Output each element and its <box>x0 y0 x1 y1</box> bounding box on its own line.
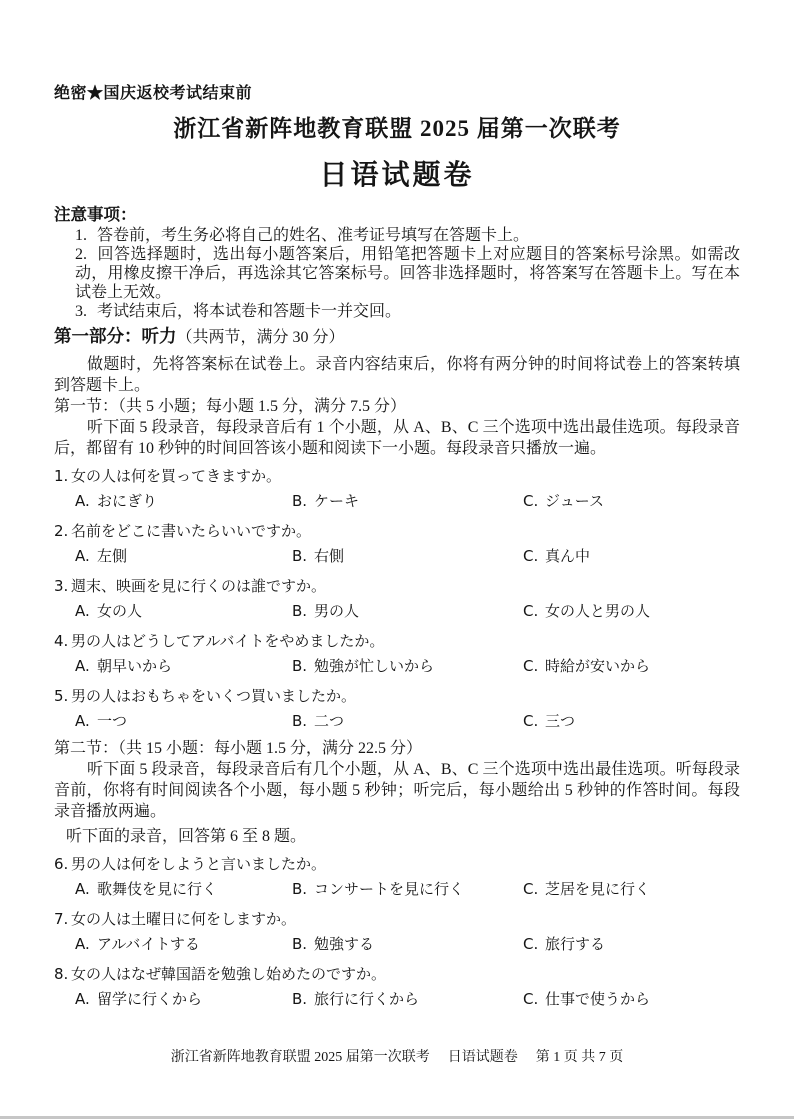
option-a <box>75 877 292 902</box>
security-classification: 绝密★国庆返校考试结束前 <box>54 85 253 102</box>
exam-title: 浙江省新阵地教育联盟 2025 届第一次联考 <box>173 116 621 141</box>
footer-page-info: 第 1 页 共 7 页 <box>535 1050 624 1065</box>
question-5 <box>54 684 740 734</box>
option-a <box>75 544 292 569</box>
footer-exam-name: 浙江省新阵地教育联盟 2025 届第一次联考 <box>170 1050 430 1065</box>
option-text: 左側 <box>97 547 128 565</box>
option-text: 勉強が忙しいから <box>314 657 435 675</box>
question-8 <box>54 962 740 1012</box>
question-number: 5. <box>54 687 69 705</box>
option-b <box>292 987 523 1012</box>
option-label: A. <box>75 712 90 730</box>
section1-intro: 听下面 5 段录音，每段录音后有 1 个小题，从 A、B、C 三个选项中选出最佳选项。每段录音后，都留有 10 秒钟的时间回答该小题和阅读下一小题。每段录音只播放一遍。 <box>54 419 740 457</box>
option-text: 芝居を見に行く <box>545 880 651 898</box>
question-number: 8. <box>54 965 69 983</box>
note-item-text: 回答选择题时，选出每小题答案后，用铅笔把答题卡上对应题目的答案标号涂黑。如需改动，用橡皮擦干净后，再选涂其它答案标号。回答非选择题时，将答案写在答题卡上。写在本试卷上无效。 <box>75 246 740 301</box>
footer-paper-name: 日语试题卷 <box>447 1050 518 1065</box>
option-label: C. <box>523 935 539 953</box>
question-6 <box>54 852 740 902</box>
options-row <box>75 877 740 902</box>
question-3 <box>54 574 740 624</box>
question-number: 1. <box>54 467 69 485</box>
option-a <box>75 987 292 1012</box>
notes-heading: 注意事项： <box>54 205 137 224</box>
option-label: A. <box>75 935 90 953</box>
option-text: 時給が安いから <box>545 657 651 675</box>
option-text: 男の人 <box>314 602 360 620</box>
question-number: 2. <box>54 522 69 540</box>
question-text: 男の人はどうしてアルバイトをやめましたか。 <box>71 632 385 650</box>
option-text: 二つ <box>314 712 345 730</box>
question-line <box>54 852 740 877</box>
option-label: B. <box>292 492 308 510</box>
option-c <box>523 654 740 679</box>
option-label: B. <box>292 990 308 1008</box>
options-row <box>75 544 740 569</box>
option-text: アルバイトする <box>97 935 200 953</box>
option-text: 右側 <box>314 547 345 565</box>
question-line <box>54 464 740 489</box>
part1-heading <box>54 325 740 350</box>
option-text: 留学に行くから <box>97 990 203 1008</box>
option-label: B. <box>292 712 308 730</box>
part1-intro: 做题时，先将答案标在试卷上。录音内容结束后，你将有两分钟的时间将试卷上的答案转填到答题卡上。 <box>54 356 740 394</box>
part1-heading-title: 第一部分：听力 <box>54 327 177 347</box>
options-row <box>75 599 740 624</box>
question-text: 男の人は何をしようと言いましたか。 <box>71 855 327 873</box>
question-4 <box>54 629 740 679</box>
question-number: 4. <box>54 632 69 650</box>
option-text: 女の人 <box>97 602 143 620</box>
option-label: B. <box>292 935 308 953</box>
question-7 <box>54 907 740 957</box>
option-a <box>75 932 292 957</box>
option-label: A. <box>75 657 90 675</box>
question-text: 男の人はおもちゃをいくつ買いましたか。 <box>71 687 357 705</box>
option-c <box>523 544 740 569</box>
option-label: C. <box>523 547 539 565</box>
option-text: ジュース <box>545 492 604 510</box>
option-text: コンサートを見に行く <box>314 880 465 898</box>
part1-heading-suffix: （共两节，满分 30 分） <box>176 329 345 346</box>
section2-heading: 第二节：（共 15 小题：每小题 1.5 分，满分 22.5 分） <box>54 740 423 757</box>
option-label: A. <box>75 492 90 510</box>
question-text: 週末、映画を見に行くのは誰ですか。 <box>71 577 327 595</box>
option-label: C. <box>523 492 539 510</box>
question-text: 名前をどこに書いたらいいですか。 <box>71 522 312 540</box>
option-b <box>292 709 523 734</box>
option-label: C. <box>523 602 539 620</box>
question-line <box>54 962 740 987</box>
notes-list <box>54 226 740 321</box>
options-row <box>75 489 740 514</box>
option-label: B. <box>292 657 308 675</box>
option-text: 女の人と男の人 <box>545 602 651 620</box>
options-row <box>75 932 740 957</box>
question-line <box>54 574 740 599</box>
question-1 <box>54 464 740 514</box>
section2-listen-note: 听下面的录音，回答第 6 至 8 题。 <box>66 828 307 845</box>
option-c <box>523 877 740 902</box>
option-text: 朝早いから <box>97 657 173 675</box>
option-text: 真ん中 <box>545 547 591 565</box>
question-line <box>54 684 740 709</box>
option-c <box>523 987 740 1012</box>
option-c <box>523 599 740 624</box>
note-item-text: 答卷前，考生务必将自己的姓名、准考证号填写在答题卡上。 <box>97 227 530 244</box>
option-text: 勉強する <box>314 935 375 953</box>
option-label: C. <box>523 657 539 675</box>
option-label: C. <box>523 990 539 1008</box>
option-a <box>75 654 292 679</box>
question-number: 6. <box>54 855 69 873</box>
options-row <box>75 987 740 1012</box>
option-b <box>292 544 523 569</box>
section2-intro: 听下面 5 段录音，每段录音后有几个小题，从 A、B、C 三个选项中选出最佳选项。听每段录音前，你将有时间阅读各个小题，每小题 5 秒钟；听完后，每小题给出 5 秒钟的作答时间。每段录音播放两遍。 <box>54 761 740 820</box>
note-item-2 <box>75 245 740 302</box>
option-text: ケーキ <box>314 492 360 510</box>
option-b <box>292 489 523 514</box>
option-b <box>292 932 523 957</box>
option-label: A. <box>75 880 90 898</box>
paper-subtitle: 日语试题卷 <box>319 160 475 191</box>
option-label: C. <box>523 712 539 730</box>
options-row <box>75 709 740 734</box>
option-text: 歌舞伎を見に行く <box>97 880 218 898</box>
question-2 <box>54 519 740 569</box>
option-b <box>292 599 523 624</box>
option-a <box>75 709 292 734</box>
option-label: C. <box>523 880 539 898</box>
option-c <box>523 709 740 734</box>
note-item-number: 1. <box>75 227 87 244</box>
question-number: 7. <box>54 910 69 928</box>
question-line <box>54 907 740 932</box>
option-c <box>523 489 740 514</box>
option-label: B. <box>292 547 308 565</box>
page-footer <box>0 1049 794 1067</box>
option-text: おにぎり <box>97 492 158 510</box>
note-item-number: 3. <box>75 303 87 320</box>
option-label: A. <box>75 990 90 1008</box>
option-label: B. <box>292 602 308 620</box>
question-line <box>54 629 740 654</box>
option-text: 一つ <box>97 712 128 730</box>
option-a <box>75 599 292 624</box>
note-item-3 <box>75 302 740 321</box>
option-text: 仕事で使うから <box>545 990 651 1008</box>
question-text: 女の人は何を買ってきますか。 <box>71 467 282 485</box>
question-text: 女の人はなぜ韓国語を勉強し始めたのですか。 <box>71 965 387 983</box>
option-c <box>523 932 740 957</box>
note-item-1 <box>75 226 740 245</box>
section1-heading: 第一节：（共 5 小题；每小题 1.5 分，满分 7.5 分） <box>54 398 407 415</box>
option-b <box>292 654 523 679</box>
option-text: 三つ <box>545 712 576 730</box>
question-text: 女の人は土曜日に何をしますか。 <box>71 910 297 928</box>
note-item-text: 考试结束后，将本试卷和答题卡一并交回。 <box>97 303 402 320</box>
question-number: 3. <box>54 577 69 595</box>
option-label: A. <box>75 602 90 620</box>
option-b <box>292 877 523 902</box>
options-row <box>75 654 740 679</box>
option-label: A. <box>75 547 90 565</box>
option-label: B. <box>292 880 308 898</box>
note-item-number: 2. <box>75 246 87 263</box>
option-a <box>75 489 292 514</box>
question-line <box>54 519 740 544</box>
option-text: 旅行する <box>545 935 606 953</box>
option-text: 旅行に行くから <box>314 990 420 1008</box>
